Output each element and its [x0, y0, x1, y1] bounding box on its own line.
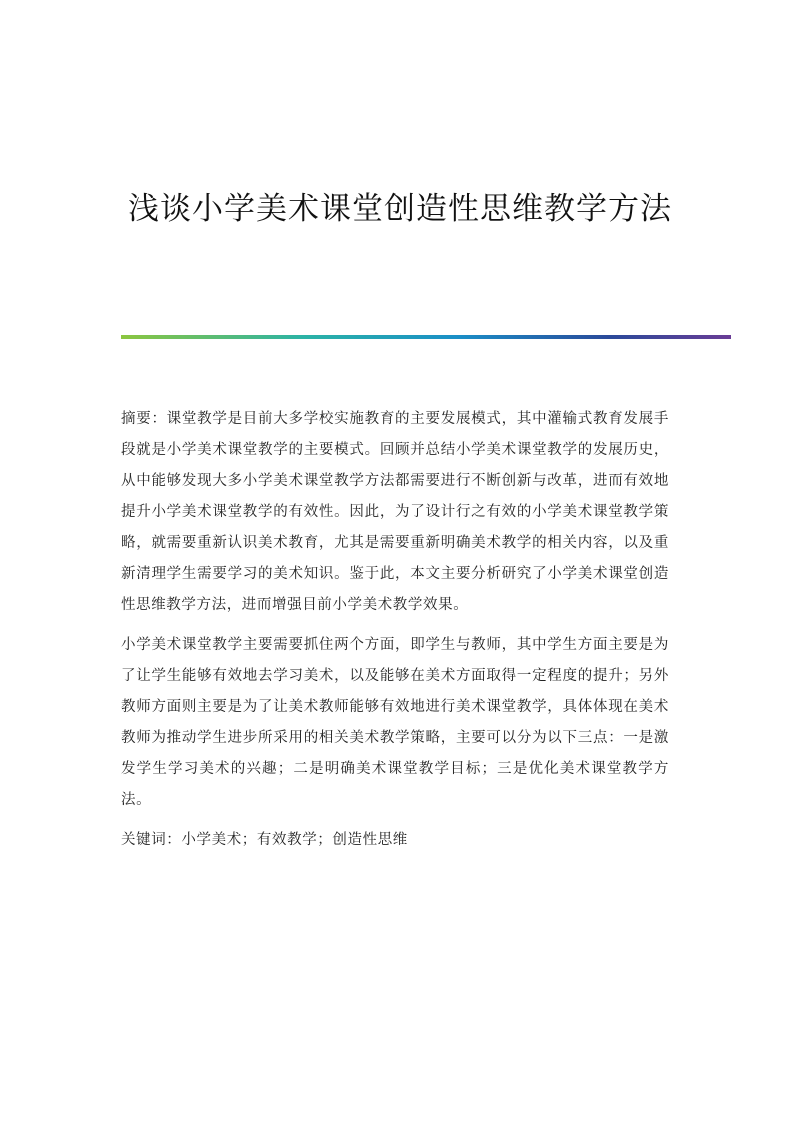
title-divider — [121, 335, 731, 339]
body-paragraph: 小学美术课堂教学主要需要抓住两个方面，即学生与教师，其中学生方面主要是为了让学生能够有效地去学习美术，以及能够在美术方面取得一定程度的提升；另外教师方面则主要是为了让美术教师能够有效地进行美术课堂教学，具体体现在美术教师为推动学生进步所采用的相关美术教学策略，主要可以分为以下三点：一是激发学生学习美术的兴趣；二是明确美术课堂教学目标；三是优化美术课堂教学方法。 — [121, 637, 669, 808]
keywords-line: 关键词：小学美术；有效教学；创造性思维 — [121, 832, 408, 848]
abstract-paragraph: 摘要：课堂教学是目前大多学校实施教育的主要发展模式，其中灌输式教育发展手段就是小学美术课堂教学的主要模式。回顾并总结小学美术课堂教学的发展历史，从中能够发现大多小学美术课堂教学方法都需要进行不断创新与改革，进而有效地提升小学美术课堂教学的有效性。因此，为了设计行之有效的小学美术课堂教学策略，就需要重新认识美术教育，尤其是需要重新明确美术教学的相关内容，以及重新清理学生需要学习的美术知识。鉴于此，本文主要分析研究了小学美术课堂创造性思维教学方法，进而增强目前小学美术教学效果。 — [121, 411, 669, 613]
document-body — [121, 404, 669, 856]
document-title: 浅谈小学美术课堂创造性思维教学方法 — [128, 191, 672, 227]
